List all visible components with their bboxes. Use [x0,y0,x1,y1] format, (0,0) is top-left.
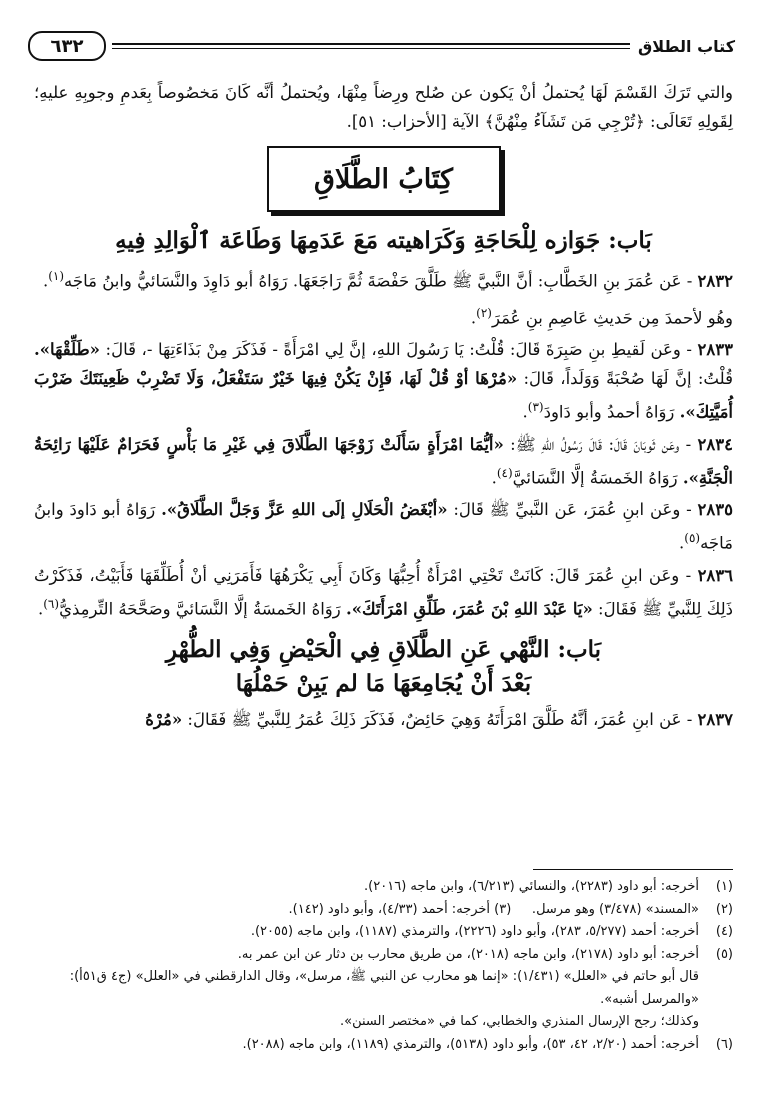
hadith-text: وهُو لأحمدَ مِن حَديثِ عَاصِمِ بنِ عُمَرَ [491,308,733,327]
page-number: ٦٣٢ [28,31,106,61]
hadith-2837 [34,705,733,734]
prophetic-quote: «طَلِّقْهَا». [34,340,100,359]
hadith-2832-note: وهُو لأحمدَ مِن حَديثِ عَاصِمِ بنِ عُمَرَ$^{(٢)}$. [470,305,733,327]
hadith-source: رَوَاهُ الخَمسَةُ إلَّا النَّسَائيَّ [512,468,678,487]
prophetic-quote: «يَا عَبْدَ اللهِ بْنَ عُمَرَ، طَلِّقِ امْرَأَتَكَ». [345,599,593,618]
hadith-2833: ٢٨٣٣ - وعَن لَقيطِ بنِ صَبِرَةَ قَالَ: قُلْتُ: يَا رَسُولَ اللهِ، إنَّ لِي امْرَأَةً - فَذَكَرَ مِنْ بَذَاءَتِهَا -، قَالَ: «طَلِّقْهَا». قُلْتُ: إنَّ لَهَا صُحْبَةً وَوَلَداً، قَالَ: «مُرْهَا أوْ قُلْ لَهَا، فَإِنْ يَكُنْ فِيهَا خَيْرٌ سَتَفْعَلُ، وَلَا تَضْرِبْ ظَعِينَتَكَ ضَرْبَ أُمَيَّتِكَ». رَوَاهُ أحمدُ وأبو دَاودَ$^{(٣)}$. [34,340,733,422]
hadith-text: - وعَن ثَوبَانَ قَالَ: قَالَ رَسُولُ اللهِ ﷺ: [510,434,692,454]
hadith-source: رَوَاهُ أبو دَاودَ وابنُ مَاجَه [34,500,733,553]
footnote-ref: (٢) [476,305,492,320]
hadith-text: - عَن عُمَرَ بنِ الخَطَّابِ: أنَّ النَّبيَّ ﷺ طَلَّقَ حَفْصَةَ ثُمَّ رَاجَعَهَا. رَوَاهُ أبو دَاوِدَ والنَّسَائيُّ وابنُ مَاجَه [64,271,693,291]
chapter-heading-1: بَاب: جَوَازه لِلْحَاجَةِ وَكَرَاهيته مَعَ عَدَمِهَا وَطَاعَة ٱلْوَالِدِ فِيهِ [115,227,652,254]
footnote-number: (٦) [715,1036,733,1052]
footnotes [34,876,733,1056]
hadith-number: ٢٨٣٦ [697,565,734,585]
footnote [34,899,733,922]
prophetic-quote: «مُرْهَا أوْ قُلْ لَهَا، فَإِنْ يَكُنْ فِيهَا خَيْرٌ سَتَفْعَلُ، وَلَا تَضْرِبْ ظَعِينَتَكَ ضَرْبَ أُمَيَّتِكَ». [34,369,733,422]
prophetic-quote: «أبْغَضُ الْحَلَالِ إلَى اللهِ عَزَّ وَجَلَّ الطَّلَاقُ». [161,500,448,519]
footnote-text: «المسند» (٣/٤٧٨) وهو مرسل. (٣) أخرجه: أحمد (٤/٣٣)، وأبو داود (١٤٢). [288,901,699,917]
footnote [34,876,733,899]
hadith-text: - وعَن لَقيطِ بنِ صَبِرَةَ قَالَ: قُلْتُ: يَا رَسُولَ اللهِ، إنَّ لِي امْرَأَةً - فَذَكَرَ مِنْ بَذَاءَتِهَا -، قَالَ: [105,340,692,359]
hadith-text: - عَن ابنِ عُمَرَ، أنَّهُ طَلَّقَ امْرَأَتَهُ وَهِيَ حَائِضٌ، فَذَكَرَ ذَلِكَ عُمَرُ لِلنَّبيِّ ﷺ فَقَالَ: [187,710,693,729]
hadith-2834: ٢٨٣٤ - وعَن ثَوبَانَ قَالَ: قَالَ رَسُولُ اللهِ ﷺ: «أيُّمَا امْرَأَةٍ سَأَلَتْ زَوْجَهَا الطَّلَاقَ فِي غَيْرِ مَا بَأْسٍ فَحَرَامٌ عَلَيْهَا رَائِحَةُ الْجَنَّةِ». رَوَاهُ الخَمسَةُ إلَّا النَّسَائيَّ$^{(٤)}$. [34,434,733,487]
footnote-text: أخرجه: أبو داود (٢٢٨٣)، والنسائي (٦/٢١٣)، وابن ماجه (٢٠١٦). [364,879,699,894]
prophetic-quote: «أيُّمَا امْرَأَةٍ سَأَلَتْ زَوْجَهَا الطَّلَاقَ فِي غَيْرِ مَا بَأْسٍ فَحَرَامٌ عَلَيْهَا رَائِحَةُ الْجَنَّةِ». [34,434,733,487]
footnote-number: (٤) [715,924,733,939]
hadith-number: ٢٨٣٢ [697,271,733,291]
hadith-number: ٢٨٣٧ [697,710,733,729]
footnote [34,944,733,967]
hadith-source: رَوَاهُ أحمدُ وأبو دَاودَ [543,402,675,422]
hadith-number: ٢٨٣٥ [697,500,733,519]
footnote-continuation: وكذلك؛ رجح الإرسال المنذري والخطابي، كما في «مختصر السنن». [340,1014,699,1029]
footnote-ref: (٥) [684,531,701,545]
footnote [34,1034,733,1057]
hadith-number: ٢٨٣٣ [697,340,733,359]
chapter-heading-line: بَعْدَ أَنْ يُجَامِعَهَا مَا لم يَبِنْ حَمْلُهَا [235,670,532,697]
footnote-text: أخرجه: أبو داود (٢١٧٨)، وابن ماجه (٢٠١٨)، من طريق محارب بن دثار عن ابن عمر به. [237,946,699,962]
footnote-number: (٥) [715,946,733,962]
hadith-source: رَوَاهُ الخَمسَةُ إلَّا النَّسَائيَّ وصَحَّحَهُ التِّرمِذيُّ [59,599,341,618]
page-header [22,28,735,64]
footnote-continuation: قال أبو حاتم في «العلل» (١/٤٣١): «إنما هو محارب عن النبي ﷺ، مرسل»، وقال الدارقطني في «العلل» (ج٤ ق٥١أ): «والمرسل أشبه». [69,969,699,1007]
hadith-text: قُلْتُ: إنَّ لَهَا صُحْبَةً وَوَلَداً، قَالَ: [523,369,733,388]
chapter-heading-2 [34,633,733,701]
intro-paragraph: والتي تَرَكَ القَسْمَ لَهَا يُحتملُ أنْ يَكون عن صُلح ورِضاً مِنْهَا، ويُحتملُ أنَّه كَانَ مَخصُوصاً بِعَدمِ وجوبِهِ عليهِ؛ لِقَولِهِ تَعَالَى: ﴿تُرْجِي مَن تَشَآءُ مِنْهُنَّ﴾ الآية [الأحزاب: ٥١]. [34,83,733,131]
footnote-text: أخرجه: أحمد (٢/٢٠، ٤٢، ٥٣)، وأبو داود (٥١٣٨)، والترمذي (١١٨٩)، وابن ماجه (٢٠٨٨). [242,1036,699,1052]
hadith-2836: ٢٨٣٦ - وعَن ابنِ عُمَرَ قَالَ: كَانَتْ تَحْتِي امْرَأَةٌ أُحِبُّهَا وَكَانَ أَبِي يَكْرَهُهَا فَأَمَرَنِي أنْ أُطَلِّقَهَا فَأَبَيْتُ، فَذَكَرْتُ ذَلِكَ لِلنَّبيِّ ﷺ فَقَالَ: «يَا عَبْدَ اللهِ بْنَ عُمَرَ، طَلِّقِ امْرَأَتَكَ». رَوَاهُ الخَمسَةُ إلَّا النَّسَائيَّ وصَحَّحَهُ التِّرمِذيُّ$^{(٦)}$. [34,565,734,618]
footnote-ref: (٤) [496,465,513,480]
footnote-ref: (٦) [43,596,60,611]
hadith-2835: ٢٨٣٥ - وعَن ابنِ عُمَرَ، عَن النَّبيِّ ﷺ قَالَ: «أبْغَضُ الْحَلَالِ إلَى اللهِ عَزَّ وَجَلَّ الطَّلَاقُ». رَوَاهُ أبو دَاودَ وابنُ مَاجَه$^{(٥)}$. [34,500,733,553]
header-rule [112,43,630,49]
footnote-ref: (١) [48,269,65,283]
running-title: كتاب الطلاق [637,36,735,56]
footnote [34,921,733,944]
book-title: كِتَابُ الطَّلَاقِ [267,146,501,212]
chapter-heading-line: بَاب: النَّهْي عَنِ الطَّلَاقِ فِي الْحَيْضِ وَفِي الطُّهْرِ [165,636,602,663]
footnote-ref: (٣) [527,400,544,414]
footnote-number: (٢) [715,901,733,917]
hadith-text: - وعَن ابنِ عُمَرَ قَالَ: كَانَتْ تَحْتِي امْرَأَةٌ أُحِبُّهَا وَكَانَ أَبِي يَكْرَهُهَا فَأَمَرَنِي أنْ أُطَلِّقَهَا فَأَبَيْتُ، فَذَكَرْتُ ذَلِكَ لِلنَّبيِّ ﷺ فَقَالَ: [34,565,733,618]
prophetic-quote: «مُرْهُ [145,710,183,729]
hadith-number: ٢٨٣٤ [697,434,733,454]
footnote-number: (١) [715,879,733,894]
hadith-2832: ٢٨٣٢ - عَن عُمَرَ بنِ الخَطَّابِ: أنَّ النَّبيَّ ﷺ طَلَّقَ حَفْصَةَ ثُمَّ رَاجَعَهَا. رَوَاهُ أبو دَاوِدَ والنَّسَائيُّ وابنُ مَاجَه$^{(١)}$. [42,269,733,291]
hadith-text: - وعَن ابنِ عُمَرَ، عَن النَّبيِّ ﷺ قَالَ: [453,500,692,519]
footnote-text: أخرجه: أحمد (٥/٢٧٧، ٢٨٣)، وأبو داود (٢٢٢٦)، والترمذي (١١٨٧)، وابن ماجه (٢٠٥٥). [250,924,699,939]
footnote-separator [533,869,733,870]
page-body [34,78,733,737]
